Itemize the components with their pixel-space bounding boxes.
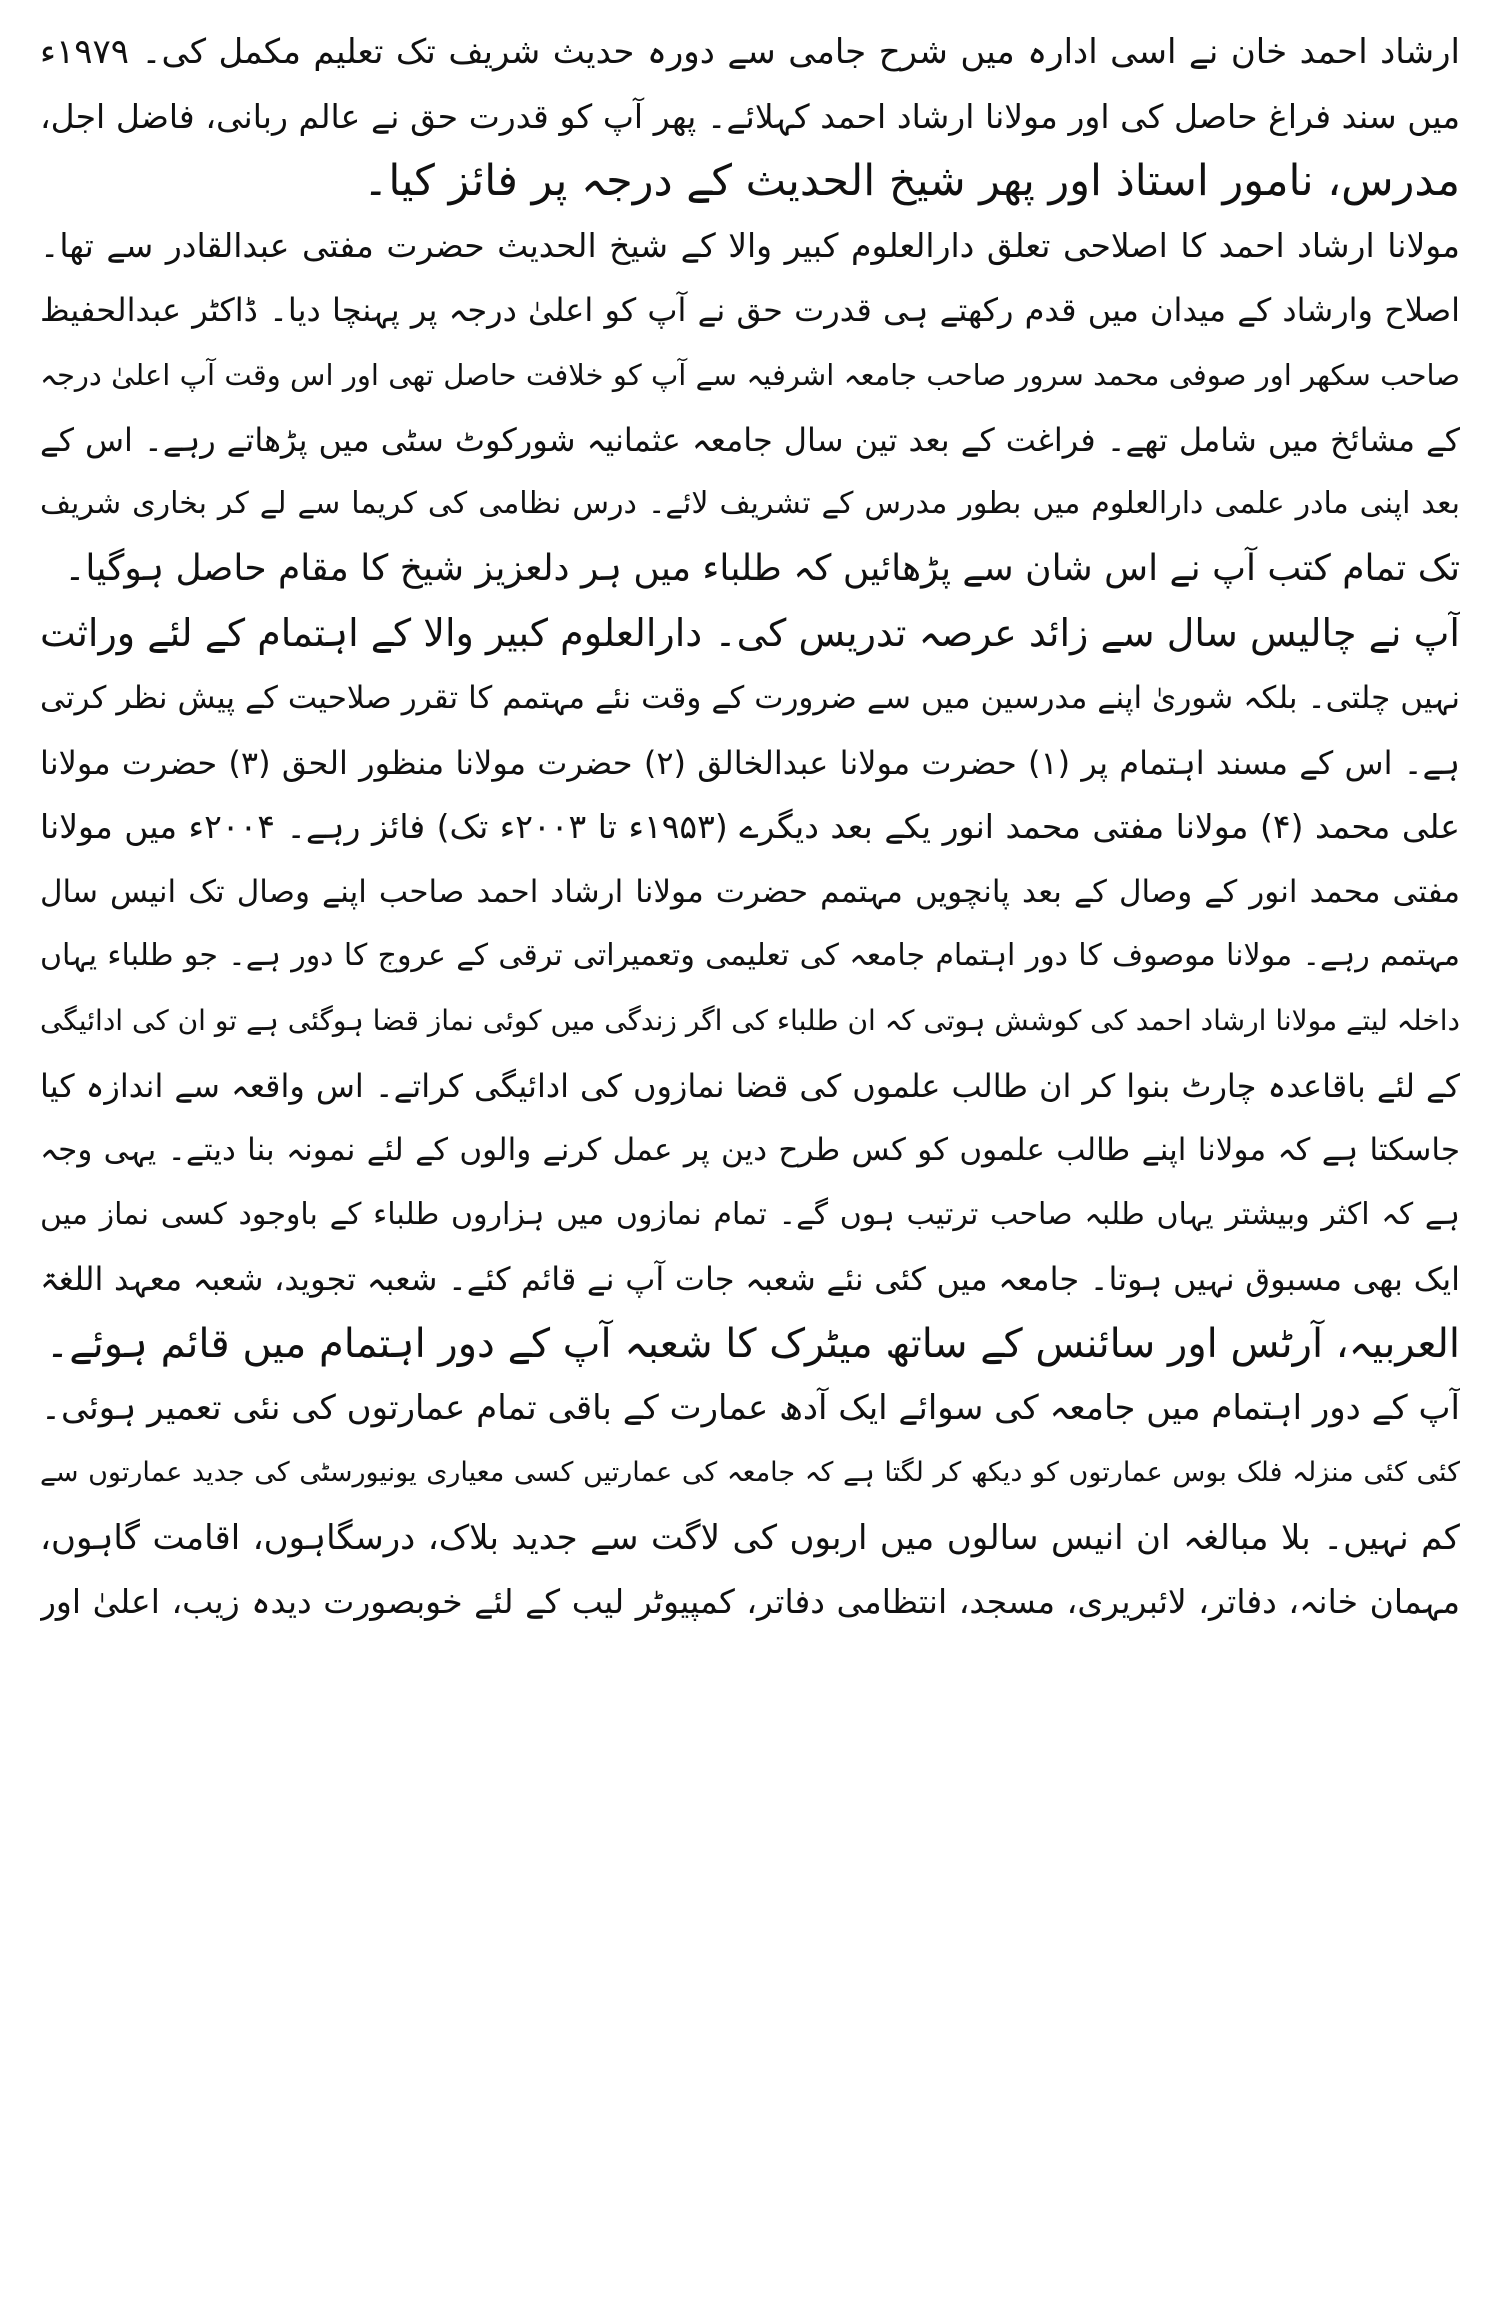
text-line: میں سند فراغ حاصل کی اور مولانا ارشاد احمد کہلائے۔ پھر آپ کو قدرت حق نے عالم ربانی، فاضل اجل،: [40, 96, 1460, 136]
text-line: العربیہ، آرٹس اور سائنس کے ساتھ میٹرک کا شعبہ آپ کے دور اہتمام میں قائم ہوئے۔: [45, 1320, 1460, 1367]
text-line: آپ کے دور اہتمام میں جامعہ کی سوائے ایک آدھ عمارت کے باقی تمام عمارتوں کی نئی تعمیر ہوئی۔: [41, 1388, 1460, 1429]
text-line: ہے۔ اس کے مسند اہتمام پر (۱) حضرت مولانا عبدالخالق (۲) حضرت مولانا منظور الحق (۳) حضرت مولانا: [40, 743, 1460, 782]
text-line: کے مشائخ میں شامل تھے۔ فراغت کے بعد تین سال جامعہ عثمانیہ شورکوٹ سٹی میں پڑھاتے رہے۔ اس کے: [40, 420, 1460, 459]
text-line: بعد اپنی مادر علمی دارالعلوم میں بطور مدرس کے تشریف لائے۔ درس نظامی کی کریما سے لے کر بخاری شریف: [40, 486, 1460, 522]
paragraph-4: [40, 1376, 1460, 1441]
text-line: مولانا ارشاد احمد کا اصلاحی تعلق دارالعلوم کبیر والا کے شیخ الحدیث حضرت مفتی عبدالقادر سے تھا۔: [40, 225, 1460, 265]
text-line: مہتمم رہے۔ مولانا موصوف کا دور اہتمام جامعہ کی تعلیمی وتعمیراتی ترقی کے عروج کا دور ہے۔ جو طلباء یہاں: [40, 938, 1460, 974]
text-line: جاسکتا ہے کہ مولانا اپنے طالب علموں کو کس طرح دین پر عمل کرنے والوں کے لئے نمونہ بنا دیتے۔ یہی وجہ: [40, 1132, 1460, 1169]
paragraph-5: [40, 1441, 1460, 1635]
text-line: ہے کہ اکثر وبیشتر یہاں طلبہ صاحب ترتیب ہوں گے۔ تمام نمازوں میں ہزاروں طلباء کے باوجود کسی نماز میں: [40, 1196, 1460, 1232]
document-page: [40, 20, 1460, 2290]
text-line: مدرس، نامور استاذ اور پھر شیخ الحدیث کے درجہ پر فائز کیا۔: [363, 156, 1460, 207]
text-line: صاحب سکھر اور صوفی محمد سرور صاحب جامعہ اشرفیہ سے آپ کو خلافت حاصل تھی اور اس وقت آپ اعلیٰ درجہ: [40, 357, 1460, 392]
paragraph-3: [40, 601, 1460, 1376]
text-line: مہمان خانہ، دفاتر، لائبریری، مسجد، انتظامی دفاتر، کمپیوٹر لیب کے لئے خوبصورت دیدہ زیب، اعلیٰ اور: [40, 1582, 1460, 1622]
text-line: علی محمد (۴) مولانا مفتی محمد انور یکے بعد دیگرے (۱۹۵۳ء تا ۲۰۰۳ء تک) فائز رہے۔ ۲۰۰۴ء میں مولانا: [40, 807, 1460, 847]
text-line: نہیں چلتی۔ بلکہ شوریٰ اپنے مدرسین میں سے ضرورت کے وقت نئے مہتمم کا تقرر صلاحیت کے پیش نظر کرتی: [40, 679, 1460, 716]
paragraph-2: [40, 214, 1460, 602]
text-line: اصلاح وارشاد کے میدان میں قدم رکھتے ہی قدرت حق نے آپ کو اعلیٰ درجہ پر پہنچا دیا۔ ڈاکٹر عبدالحفیظ: [40, 291, 1460, 330]
text-line: ارشاد احمد خان نے اسی ادارہ میں شرح جامی سے دورہ حدیث شریف تک تعلیم مکمل کی۔ ۱۹۷۹ء: [40, 32, 1460, 72]
text-line: کئی کئی منزلہ فلک بوس عمارتوں کو دیکھ کر لگتا ہے کہ جامعہ کی عمارتیں کسی معیاری یونیورسٹی کی جدید عمارتوں سے: [40, 1457, 1460, 1489]
text-line: داخلہ لیتے مولانا ارشاد احمد کی کوشش ہوتی کہ ان طلباء کی اگر زندگی میں کوئی نماز قضا ہوگئی ہے تو ان کی ادائیگی: [40, 1003, 1460, 1037]
paragraph-1: [40, 20, 1460, 214]
text-line: تک تمام کتب آپ نے اس شان سے پڑھائیں کہ طلباء میں ہر دلعزیز شیخ کا مقام حاصل ہوگیا۔: [64, 547, 1460, 589]
text-line: مفتی محمد انور کے وصال کے بعد پانچویں مہتمم حضرت مولانا ارشاد احمد صاحب اپنے وصال تک انیس سال: [40, 873, 1460, 910]
text-line: آپ نے چالیس سال سے زائد عرصہ تدریس کی۔ دارالعلوم کبیر والا کے اہتمام کے لئے وراثت: [40, 611, 1460, 656]
text-line: ایک بھی مسبوق نہیں ہوتا۔ جامعہ میں کئی نئے شعبہ جات آپ نے قائم کئے۔ شعبہ تجوید، شعبہ معہد اللغۃ: [40, 1260, 1460, 1299]
text-line: کم نہیں۔ بلا مبالغہ ان انیس سالوں میں اربوں کی لاگت سے جدید بلاک، درسگاہوں، اقامت گاہوں،: [40, 1517, 1460, 1558]
text-line: کے لئے باقاعدہ چارٹ بنوا کر ان طالب علموں کی قضا نمازوں کی ادائیگی کراتے۔ اس واقعہ سے اندازہ کیا: [40, 1066, 1460, 1105]
